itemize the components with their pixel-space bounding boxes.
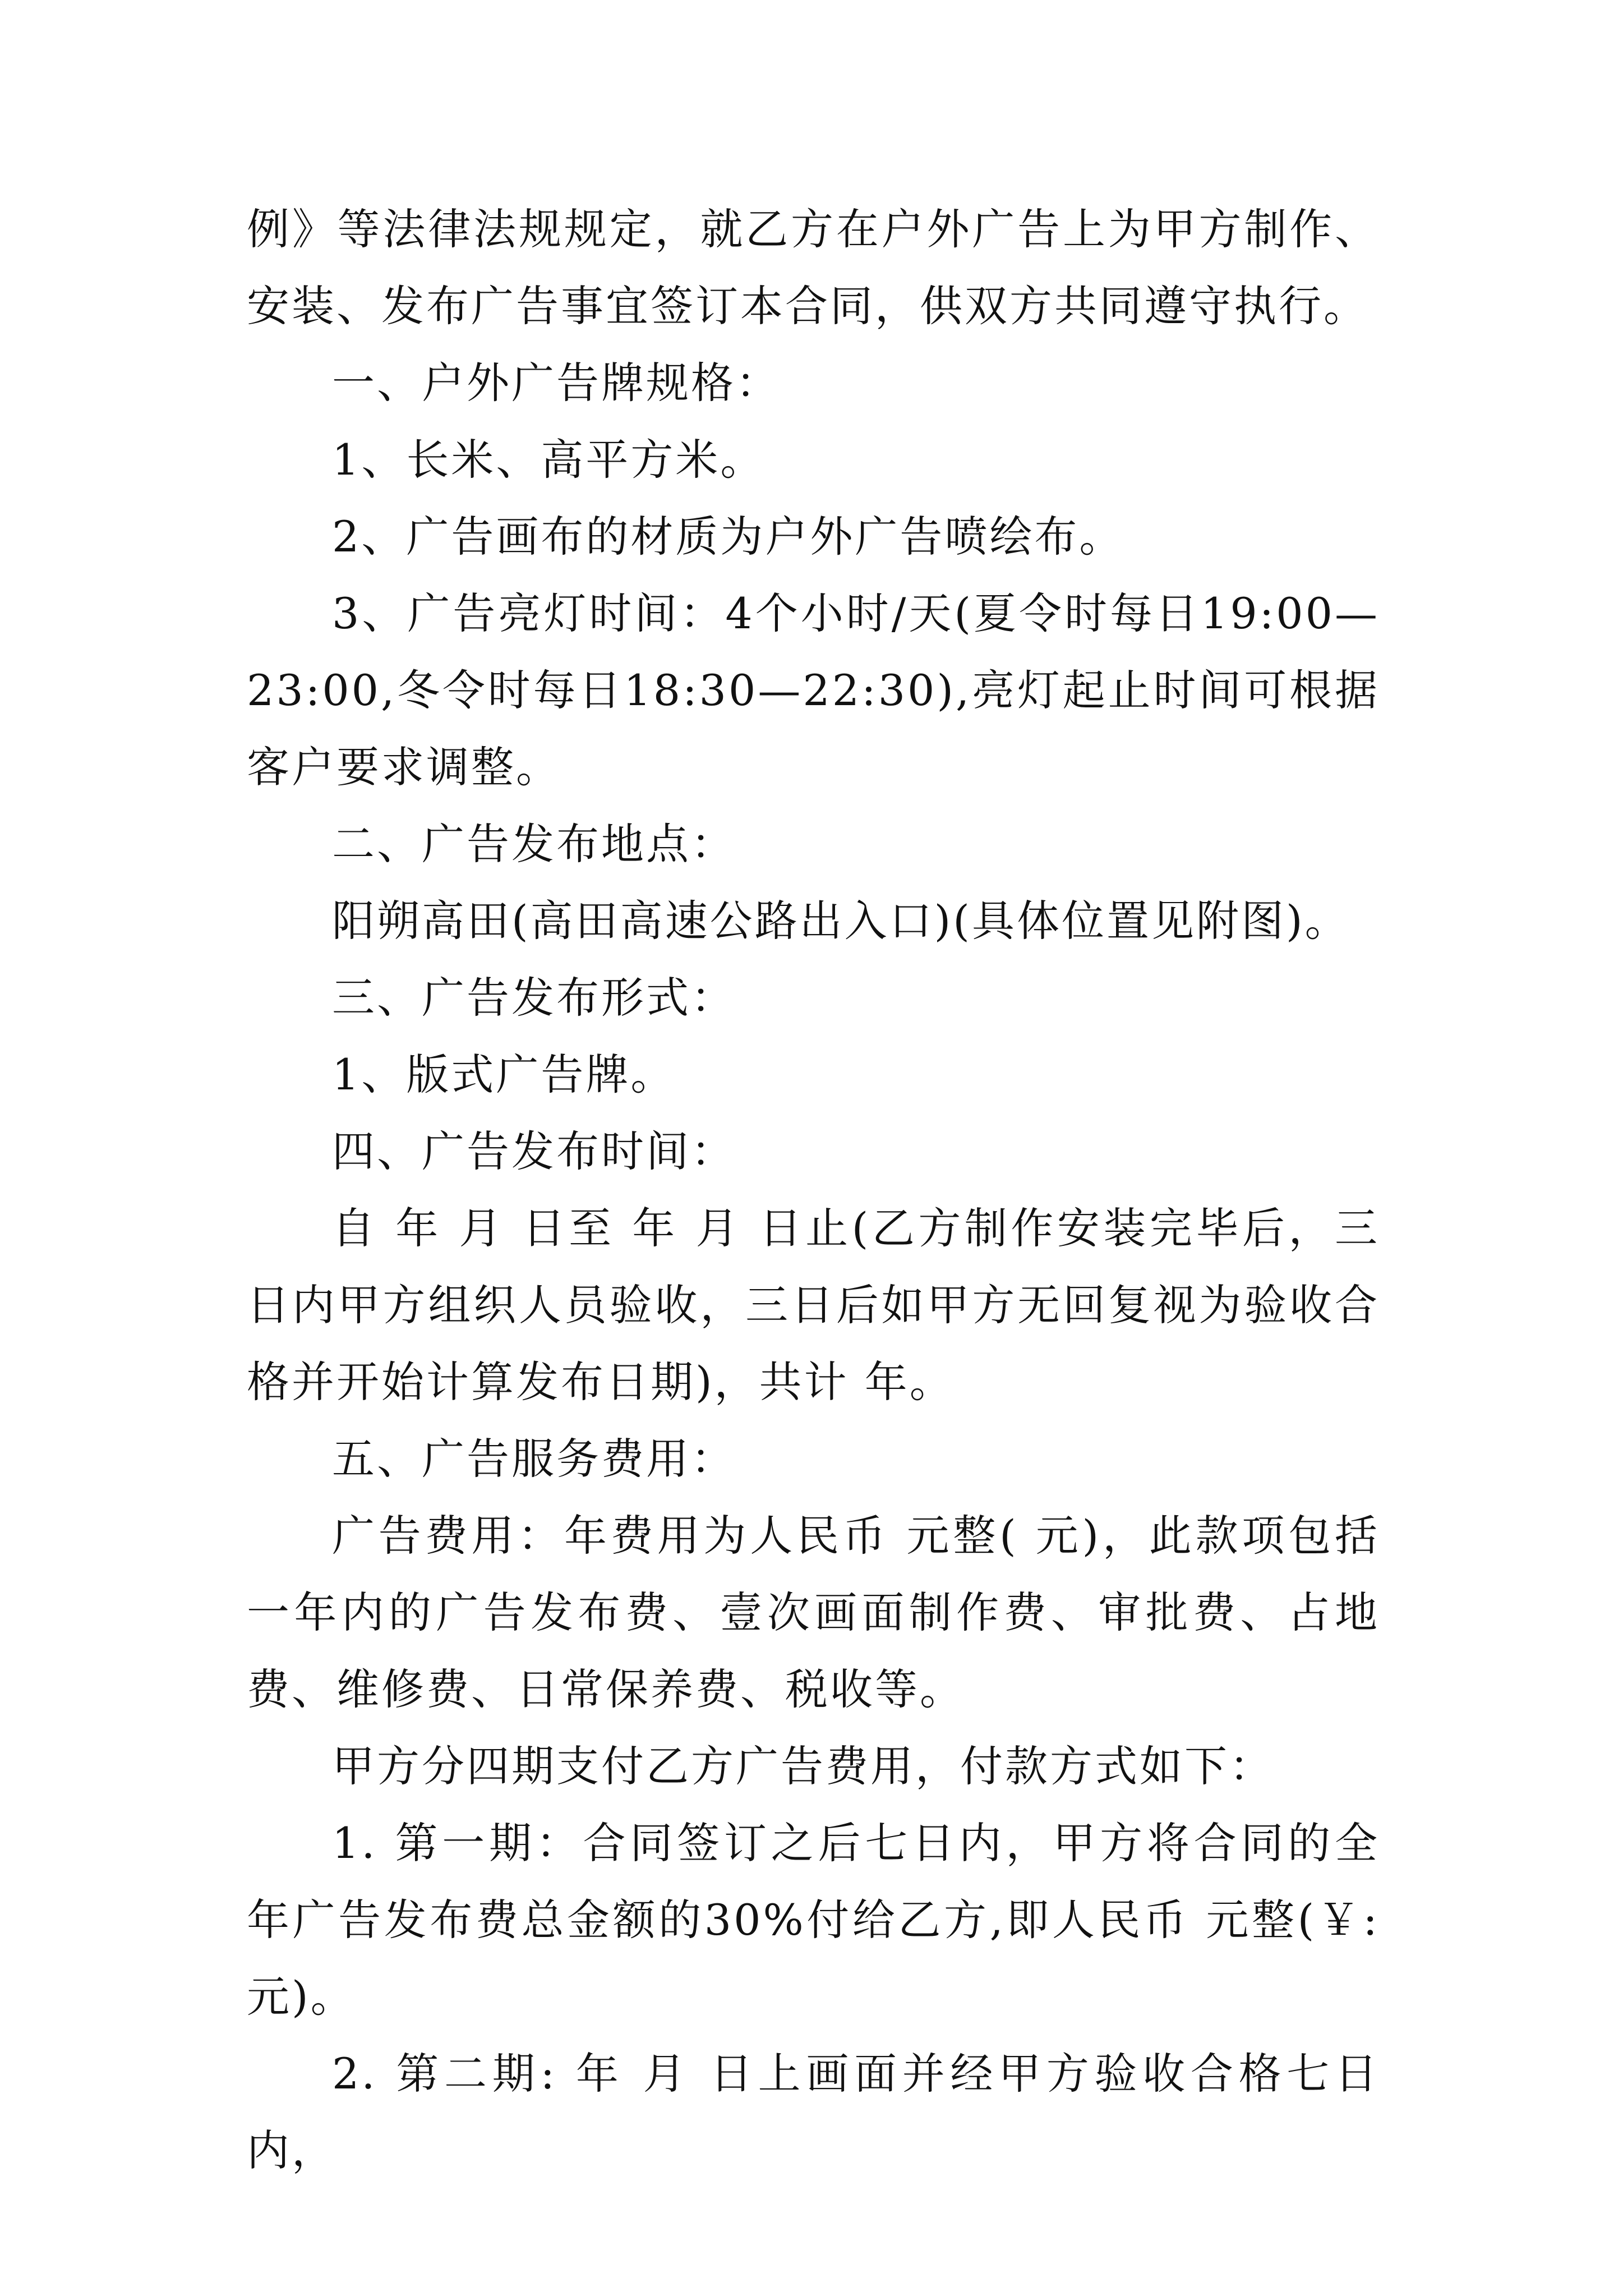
payment-phase-2: 2. 第二期: 年 月 日上画面并经甲方验收合格七日内，: [247, 2049, 1380, 2175]
item-canvas-material: 2、广告画布的材质为户外广告喷绘布。: [332, 512, 1124, 562]
item-lighting-hours: 3、广告亮灯时间：4个小时/天(夏令时每日19:00—23:00,冬令时每日18:30—22:30),亮灯起止时间可根据客户要求调整。: [247, 588, 1380, 792]
heading-period: 四、广告发布时间：: [332, 1126, 736, 1176]
paragraph-legal-basis: 例》等法律法规规定，就乙方在户外广告上为甲方制作、安装、发布广告事宜签订本合同，供双方共同遵守执行。: [247, 204, 1380, 331]
payment-intro: 甲方分四期支付乙方广告费用，付款方式如下：: [332, 1741, 1274, 1791]
heading-location: 二、广告发布地点：: [332, 819, 736, 869]
heading-format: 三、广告发布形式：: [332, 973, 736, 1023]
payment-phase-1: 1. 第一期：合同签订之后七日内，甲方将合同的全年广告发布费总金额的30%付给乙方,即人民币 元整(￥: 元)。: [247, 1818, 1380, 2022]
heading-billboard-specs: 一、户外广告牌规格：: [332, 358, 781, 408]
fees-text: 广告费用：年费用为人民币 元整( 元)，此款项包括一年内的广告发布费、壹次画面制作费、审批费、占地费、维修费、日常保养费、税收等。: [247, 1511, 1380, 1714]
item-format: 1、版式广告牌。: [332, 1050, 676, 1099]
contract-body: [247, 191, 1380, 2189]
item-dimensions: 1、长米、高平方米。: [332, 435, 766, 485]
period-text: 自 年 月 日至 年 月 日止(乙方制作安装完毕后，三日内甲方组织人员验收，三日后如甲方无回复视为验收合格并开始计算发布日期)，共计 年。: [247, 1203, 1380, 1407]
location-text: 阳朔高田(高田高速公路出入口)(具体位置见附图)。: [332, 896, 1350, 946]
heading-fees: 五、广告服务费用：: [332, 1434, 736, 1484]
